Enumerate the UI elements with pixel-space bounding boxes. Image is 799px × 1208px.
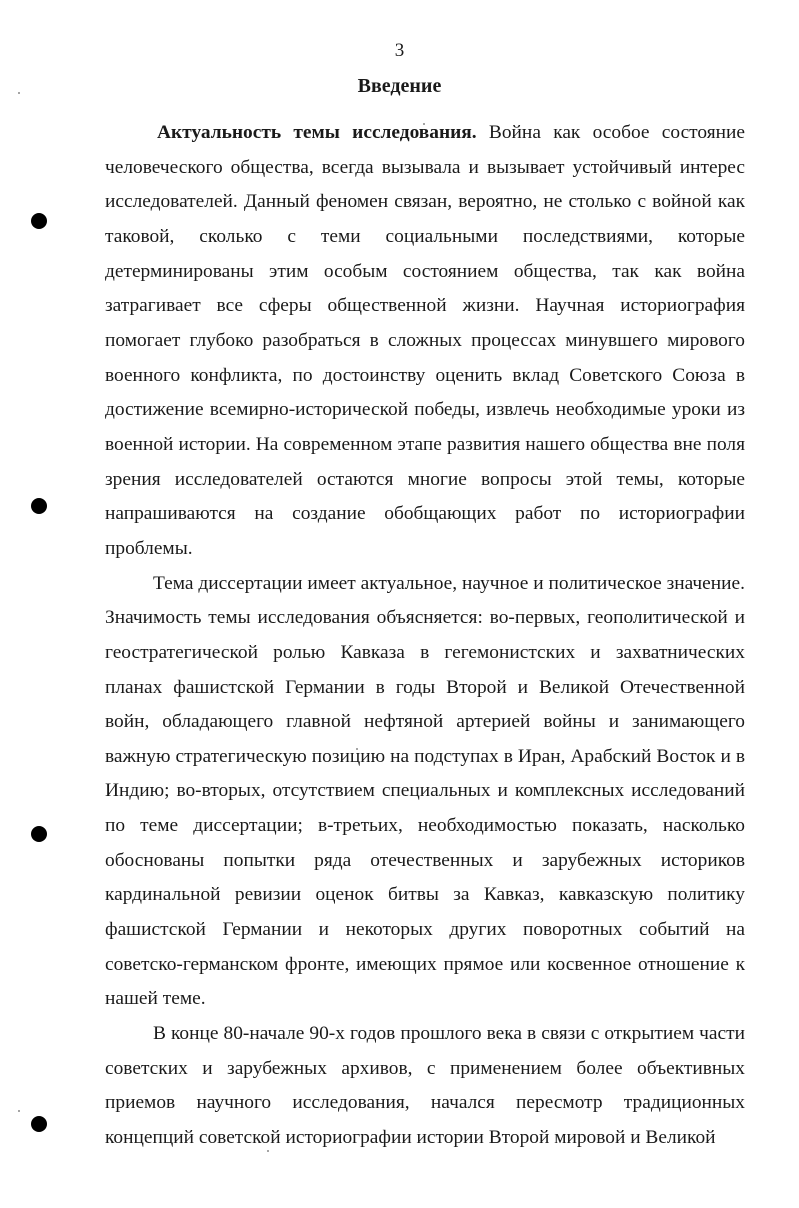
- page-number: 3: [394, 40, 405, 61]
- paragraph-lead: Актуальность темы исследования.: [157, 122, 477, 143]
- paragraph-relevance: [105, 116, 745, 567]
- paragraph-text: В конце 80-начале 90-х годов прошлого века в связи с открытием части советских и зарубежных архивов, с применением более объективных приемов научного исследования, начался пересмотр традиционных концепций советской историографии истории Второй мировой и Великой: [105, 1023, 745, 1149]
- punch-hole-mark: [31, 213, 47, 229]
- scan-speck: [18, 1110, 20, 1112]
- paragraph-text: Война как особое состояние человеческого общества, всегда вызывала и вызывает устойчивый интерес исследователей. Данный феномен связан, вероятно, не столько с войной как таковой, сколько с теми социальными последствиями, которые детерминированы этим особым состоянием общества, так как война затрагивает все сферы общественной жизни. Научная историография помогает глубоко разобраться в сложных процессах минувшего мирового военного конфликта, по достоинству оценить вклад Советского Союза в достижение всемирно-исторической победы, извлечь необходимые уроки из военной истории. На современном этапе развития нашего общества вне поля зрения исследователей остаются многие вопросы этой темы, которые напрашиваются на создание обобщающих работ по историографии проблемы.: [105, 122, 745, 559]
- paragraph-text: Тема диссертации имеет актуальное, научное и политическое значение. Значимость темы исследования объясняется: во-первых, геополитической и геостратегической ролью Кавказа в гегемонистских и захватнических планах фашистской Германии в годы Второй и Великой Отечественной войн, обладающего главной нефтяной артерией войны и занимающего важную стратегическую позицию на подступах в Иран, Арабский Восток и в Индию; во-вторых, отсутствием специальных и комплексных исследований по теме диссертации; в-третьих, необходимостью показать, насколько обоснованы попытки ряда отечественных и зарубежных историков кардинальной ревизии оценок битвы за Кавказ, кавказскую политику фашистской Германии и некоторых других поворотных событий на советско-германском фронте, имеющих прямое или косвенное отношение к нашей теме.: [105, 572, 745, 1010]
- paragraph-historiography: [105, 1017, 745, 1156]
- section-heading: Введение: [357, 75, 442, 97]
- punch-hole-mark: [31, 826, 47, 842]
- document-body: [105, 116, 745, 1156]
- punch-hole-mark: [31, 498, 47, 514]
- paragraph-significance: [105, 567, 745, 1018]
- punch-hole-mark: [31, 1116, 47, 1132]
